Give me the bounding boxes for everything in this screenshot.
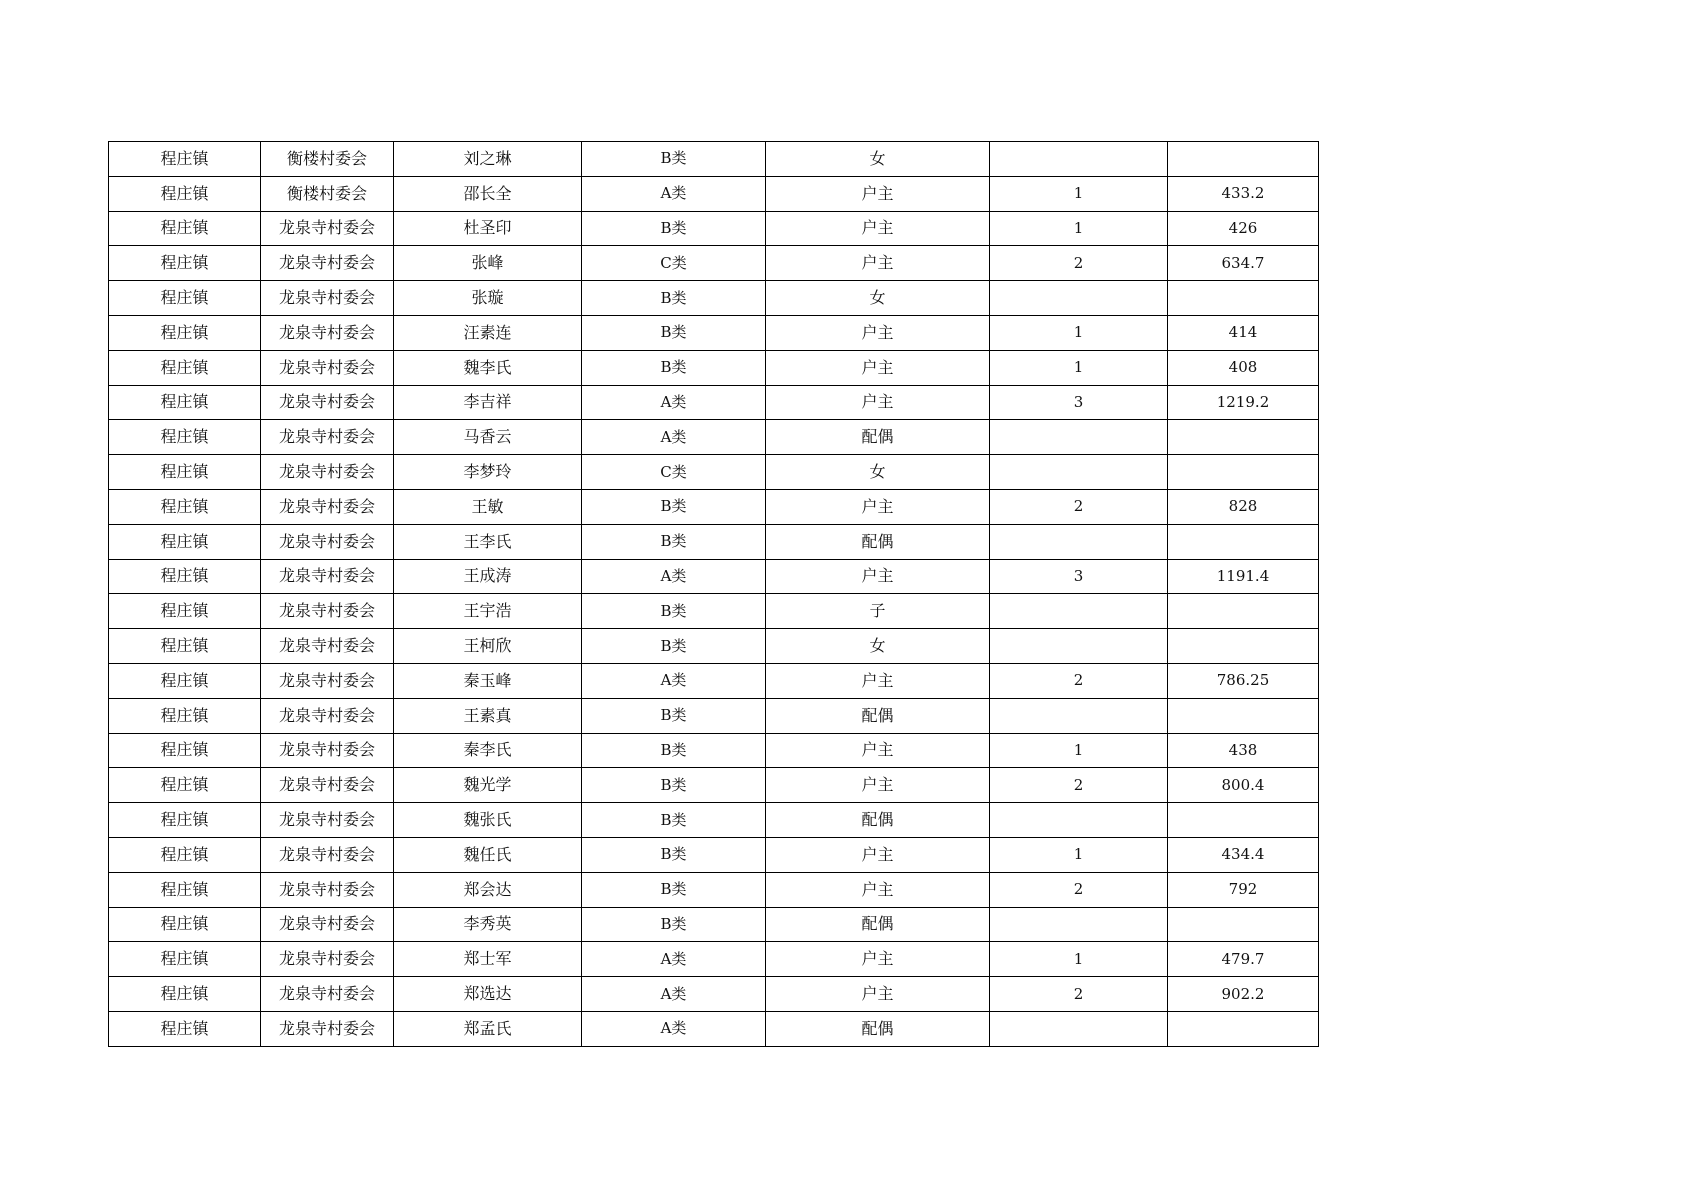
household-size-cell [990,455,1168,490]
category-cell: B类 [582,733,766,768]
town-cell: 程庄镇 [109,907,261,942]
village-committee-cell: 龙泉寺村委会 [261,629,394,664]
relation-cell: 配偶 [766,420,990,455]
relation-cell: 户主 [766,176,990,211]
name-cell: 魏李氏 [394,350,582,385]
table-row [109,489,1319,524]
household-size-cell: 1 [990,942,1168,977]
household-size-cell: 3 [990,385,1168,420]
name-cell: 王成涛 [394,559,582,594]
name-cell: 秦李氏 [394,733,582,768]
town-cell: 程庄镇 [109,524,261,559]
relation-cell: 配偶 [766,907,990,942]
village-committee-cell: 衡楼村委会 [261,142,394,177]
town-cell: 程庄镇 [109,733,261,768]
name-cell: 王宇浩 [394,594,582,629]
town-cell: 程庄镇 [109,385,261,420]
household-size-cell [990,698,1168,733]
table-row [109,350,1319,385]
category-cell: A类 [582,663,766,698]
town-cell: 程庄镇 [109,559,261,594]
amount-cell [1168,629,1319,664]
table-row [109,629,1319,664]
table-row [109,594,1319,629]
category-cell: C类 [582,455,766,490]
name-cell: 魏任氏 [394,837,582,872]
amount-cell: 634.7 [1168,246,1319,281]
amount-cell: 434.4 [1168,837,1319,872]
amount-cell [1168,455,1319,490]
name-cell: 李梦玲 [394,455,582,490]
amount-cell: 792 [1168,872,1319,907]
town-cell: 程庄镇 [109,837,261,872]
category-cell: B类 [582,698,766,733]
relation-cell: 配偶 [766,524,990,559]
village-committee-cell: 龙泉寺村委会 [261,559,394,594]
town-cell: 程庄镇 [109,663,261,698]
name-cell: 马香云 [394,420,582,455]
name-cell: 郑会达 [394,872,582,907]
table-row [109,246,1319,281]
category-cell: A类 [582,420,766,455]
name-cell: 秦玉峰 [394,663,582,698]
amount-cell: 1219.2 [1168,385,1319,420]
relation-cell: 户主 [766,385,990,420]
table-row [109,803,1319,838]
table-row [109,281,1319,316]
category-cell: B类 [582,281,766,316]
household-size-cell: 2 [990,246,1168,281]
village-committee-cell: 龙泉寺村委会 [261,733,394,768]
table-row [109,698,1319,733]
household-size-cell [990,594,1168,629]
town-cell: 程庄镇 [109,281,261,316]
town-cell: 程庄镇 [109,594,261,629]
relation-cell: 户主 [766,837,990,872]
amount-cell: 414 [1168,315,1319,350]
village-committee-cell: 龙泉寺村委会 [261,211,394,246]
amount-cell: 426 [1168,211,1319,246]
amount-cell: 800.4 [1168,768,1319,803]
category-cell: B类 [582,489,766,524]
relation-cell: 子 [766,594,990,629]
amount-cell: 902.2 [1168,977,1319,1012]
name-cell: 王柯欣 [394,629,582,664]
relation-cell: 户主 [766,977,990,1012]
household-size-cell [990,420,1168,455]
amount-cell: 479.7 [1168,942,1319,977]
household-size-cell: 2 [990,663,1168,698]
relation-cell: 户主 [766,942,990,977]
relation-cell: 户主 [766,246,990,281]
category-cell: A类 [582,1011,766,1046]
relation-cell: 户主 [766,733,990,768]
category-cell: B类 [582,211,766,246]
household-size-cell: 2 [990,489,1168,524]
household-size-cell [990,142,1168,177]
amount-cell [1168,594,1319,629]
village-committee-cell: 龙泉寺村委会 [261,281,394,316]
category-cell: B类 [582,837,766,872]
table-row [109,907,1319,942]
household-size-cell [990,803,1168,838]
village-committee-cell: 龙泉寺村委会 [261,1011,394,1046]
amount-cell: 433.2 [1168,176,1319,211]
name-cell: 邵长全 [394,176,582,211]
category-cell: C类 [582,246,766,281]
category-cell: B类 [582,350,766,385]
town-cell: 程庄镇 [109,455,261,490]
village-committee-cell: 龙泉寺村委会 [261,315,394,350]
village-committee-cell: 龙泉寺村委会 [261,489,394,524]
village-committee-cell: 龙泉寺村委会 [261,420,394,455]
table-row [109,455,1319,490]
table-row [109,872,1319,907]
village-committee-cell: 龙泉寺村委会 [261,350,394,385]
table-row [109,942,1319,977]
table-row [109,142,1319,177]
name-cell: 李秀英 [394,907,582,942]
village-committee-cell: 龙泉寺村委会 [261,872,394,907]
category-cell: B类 [582,594,766,629]
table-row [109,837,1319,872]
town-cell: 程庄镇 [109,350,261,385]
town-cell: 程庄镇 [109,768,261,803]
relation-cell: 户主 [766,663,990,698]
amount-cell [1168,907,1319,942]
relation-cell: 户主 [766,350,990,385]
village-committee-cell: 衡楼村委会 [261,176,394,211]
town-cell: 程庄镇 [109,977,261,1012]
village-committee-cell: 龙泉寺村委会 [261,942,394,977]
table-row [109,733,1319,768]
amount-cell [1168,524,1319,559]
category-cell: B类 [582,629,766,664]
table-row [109,524,1319,559]
name-cell: 汪素连 [394,315,582,350]
category-cell: B类 [582,142,766,177]
amount-cell [1168,281,1319,316]
town-cell: 程庄镇 [109,489,261,524]
town-cell: 程庄镇 [109,698,261,733]
category-cell: A类 [582,176,766,211]
table-row [109,315,1319,350]
table-row [109,559,1319,594]
household-size-cell [990,524,1168,559]
town-cell: 程庄镇 [109,942,261,977]
town-cell: 程庄镇 [109,1011,261,1046]
table-body [109,142,1319,1047]
relation-cell: 女 [766,281,990,316]
town-cell: 程庄镇 [109,629,261,664]
town-cell: 程庄镇 [109,211,261,246]
name-cell: 李吉祥 [394,385,582,420]
name-cell: 杜圣印 [394,211,582,246]
relation-cell: 配偶 [766,698,990,733]
table-row [109,385,1319,420]
household-size-cell: 1 [990,211,1168,246]
town-cell: 程庄镇 [109,872,261,907]
amount-cell [1168,142,1319,177]
relation-cell: 户主 [766,211,990,246]
town-cell: 程庄镇 [109,142,261,177]
table-row [109,420,1319,455]
category-cell: B类 [582,803,766,838]
relation-cell: 户主 [766,315,990,350]
category-cell: B类 [582,768,766,803]
town-cell: 程庄镇 [109,420,261,455]
relation-cell: 配偶 [766,1011,990,1046]
name-cell: 王李氏 [394,524,582,559]
table-row [109,977,1319,1012]
table-row [109,1011,1319,1046]
household-size-cell: 1 [990,350,1168,385]
category-cell: B类 [582,315,766,350]
amount-cell: 828 [1168,489,1319,524]
village-committee-cell: 龙泉寺村委会 [261,977,394,1012]
relation-cell: 女 [766,455,990,490]
village-committee-cell: 龙泉寺村委会 [261,455,394,490]
category-cell: A类 [582,977,766,1012]
household-size-cell: 1 [990,315,1168,350]
amount-cell [1168,698,1319,733]
name-cell: 王敏 [394,489,582,524]
household-size-cell: 1 [990,733,1168,768]
household-size-cell [990,907,1168,942]
household-size-cell: 2 [990,768,1168,803]
village-committee-cell: 龙泉寺村委会 [261,385,394,420]
household-size-cell: 3 [990,559,1168,594]
village-committee-cell: 龙泉寺村委会 [261,698,394,733]
household-size-cell: 1 [990,176,1168,211]
name-cell: 郑孟氏 [394,1011,582,1046]
household-size-cell [990,281,1168,316]
category-cell: A类 [582,385,766,420]
village-committee-cell: 龙泉寺村委会 [261,524,394,559]
amount-cell [1168,803,1319,838]
amount-cell: 408 [1168,350,1319,385]
name-cell: 刘之琳 [394,142,582,177]
category-cell: A类 [582,942,766,977]
category-cell: B类 [582,907,766,942]
amount-cell [1168,420,1319,455]
relation-cell: 配偶 [766,803,990,838]
household-size-cell [990,629,1168,664]
household-size-cell: 1 [990,837,1168,872]
town-cell: 程庄镇 [109,176,261,211]
relation-cell: 户主 [766,489,990,524]
village-committee-cell: 龙泉寺村委会 [261,594,394,629]
table-row [109,211,1319,246]
village-committee-cell: 龙泉寺村委会 [261,246,394,281]
household-size-cell: 2 [990,872,1168,907]
data-table [108,141,1319,1047]
category-cell: B类 [582,872,766,907]
relation-cell: 户主 [766,559,990,594]
name-cell: 张峰 [394,246,582,281]
category-cell: A类 [582,559,766,594]
name-cell: 魏张氏 [394,803,582,838]
amount-cell: 786.25 [1168,663,1319,698]
town-cell: 程庄镇 [109,246,261,281]
table-row [109,176,1319,211]
town-cell: 程庄镇 [109,803,261,838]
name-cell: 王素真 [394,698,582,733]
village-committee-cell: 龙泉寺村委会 [261,837,394,872]
name-cell: 魏光学 [394,768,582,803]
amount-cell: 1191.4 [1168,559,1319,594]
village-committee-cell: 龙泉寺村委会 [261,663,394,698]
village-committee-cell: 龙泉寺村委会 [261,768,394,803]
relation-cell: 户主 [766,768,990,803]
household-size-cell: 2 [990,977,1168,1012]
name-cell: 郑选达 [394,977,582,1012]
village-committee-cell: 龙泉寺村委会 [261,907,394,942]
table-row [109,663,1319,698]
amount-cell [1168,1011,1319,1046]
category-cell: B类 [582,524,766,559]
table-row [109,768,1319,803]
relation-cell: 女 [766,629,990,664]
amount-cell: 438 [1168,733,1319,768]
relation-cell: 女 [766,142,990,177]
name-cell: 郑士军 [394,942,582,977]
village-committee-cell: 龙泉寺村委会 [261,803,394,838]
relation-cell: 户主 [766,872,990,907]
household-size-cell [990,1011,1168,1046]
town-cell: 程庄镇 [109,315,261,350]
name-cell: 张璇 [394,281,582,316]
